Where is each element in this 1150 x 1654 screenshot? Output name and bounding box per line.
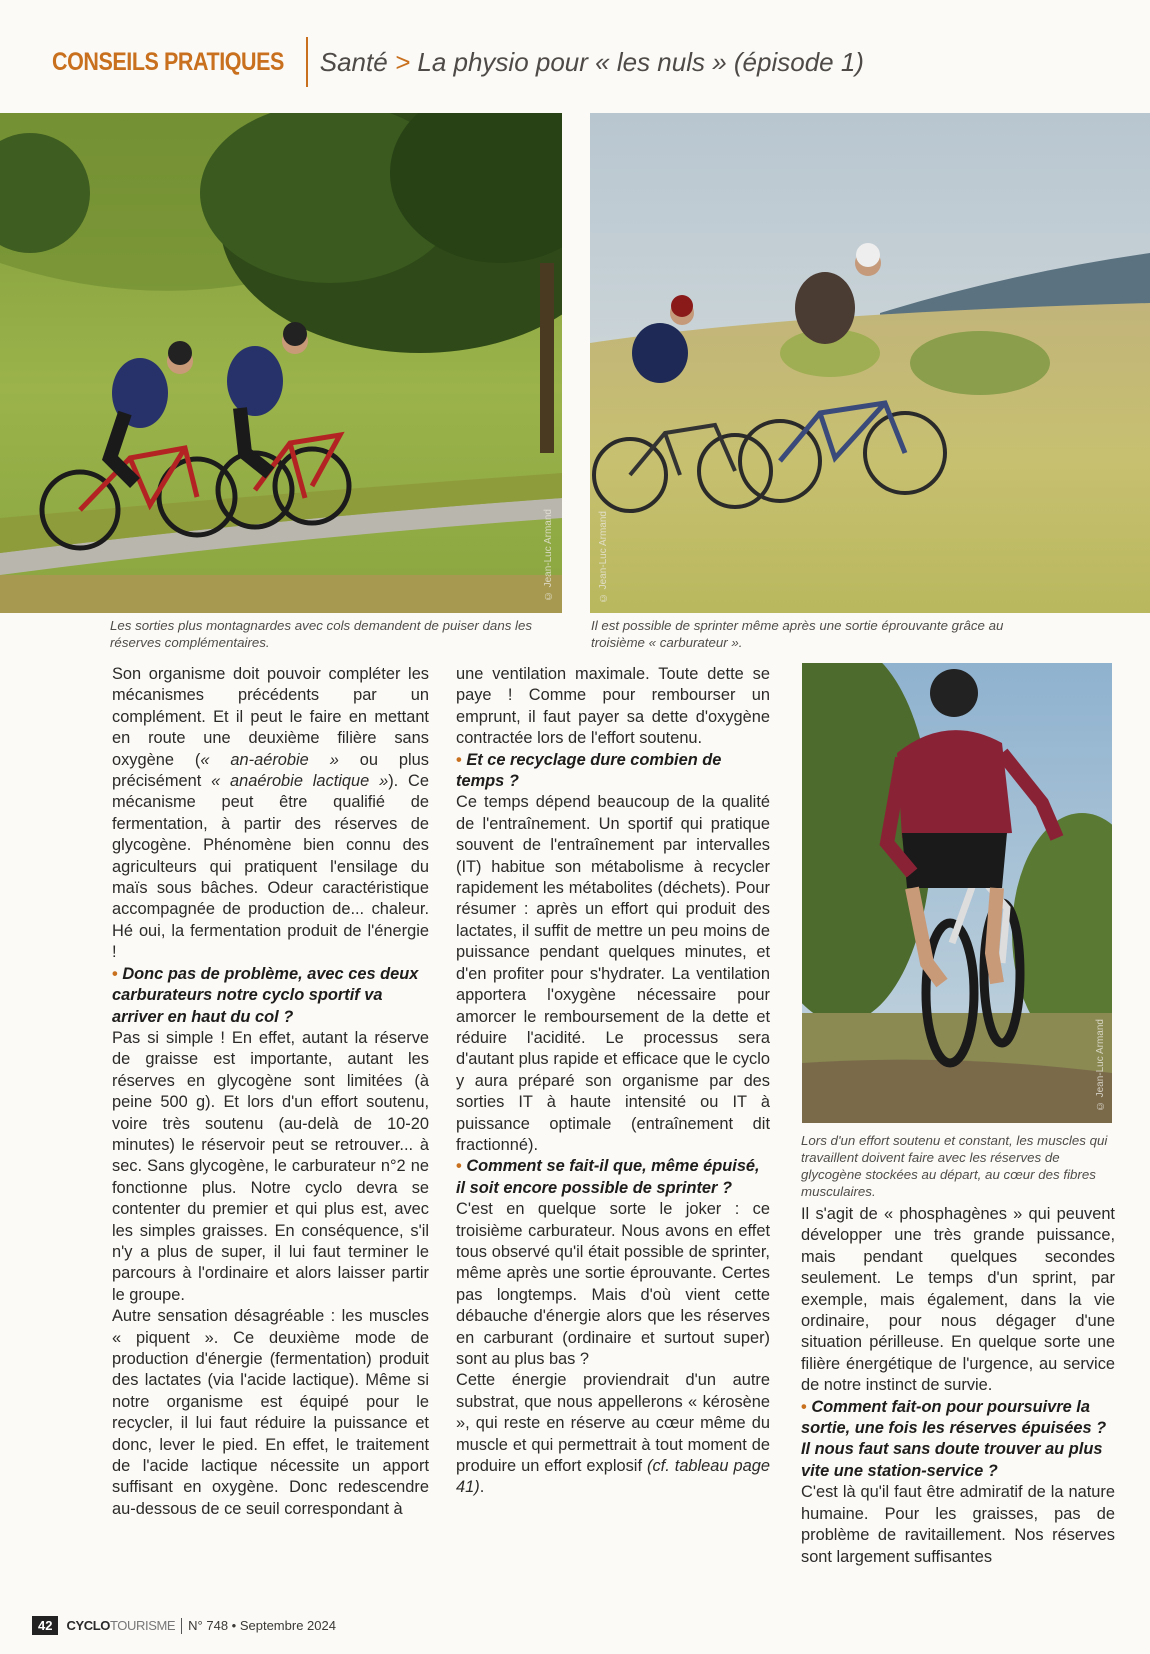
photo-road-cyclists (0, 113, 562, 613)
article-title (320, 47, 864, 78)
photo-mtb-rider (802, 663, 1112, 1123)
header-divider (306, 37, 308, 87)
rubric-label: CONSEILS PRATIQUES (52, 47, 284, 76)
paragraph: Pas si simple ! En effet, autant la réserve de graisse est importante, autant les réserves en glycogène sont limitées (à peine 500 g). Et lors d'un effort soutenu, voire très soutenu (au-delà de 10-20 minutes) le réservoir peut se retrouver... à sec. Sans glycogène, le carburateur n°2 ne fonctionne plus. Notre cyclo devra se contenter du premier et qui plus est, avec les simples graisses. En conséquence, s'il n'y a plus de super, il lui faut terminer le parcours à l'ordinaire et alors laisser partir le groupe. (112, 1028, 429, 1304)
section-name: Santé (319, 46, 388, 77)
photo-sprint-cyclists-image (590, 113, 1150, 613)
bullet-icon: • (456, 750, 462, 769)
bullet-icon: • (112, 964, 118, 983)
photo-caption: Les sorties plus montagnardes avec cols demandent de puiser dans les réserves complémentaires. (110, 618, 533, 650)
photo-mtb-rider-image (802, 663, 1112, 1123)
photo-credit: © Jean-Luc Armand (598, 510, 609, 603)
paragraph: Cette énergie proviendrait d'un autre substrat, que nous appellerons « kérosène », qui reste en réserve au cœur même du muscle et qui permettrait à tout moment de produire un effort explosif (cf. tableau page 41). (456, 1371, 770, 1497)
page-header (52, 36, 864, 88)
photo-credit: © Jean-Luc Armand (1095, 1018, 1106, 1111)
title-text: La physio pour « les nuls » (épisode 1) (417, 46, 864, 77)
page-number: 42 (32, 1616, 58, 1635)
page-footer (32, 1616, 336, 1635)
photo-sprint-cyclists (590, 113, 1150, 613)
issue-info: N° 748 • Septembre 2024 (188, 1618, 336, 1633)
paragraph: Ce temps dépend beaucoup de la qualité de l'entraînement. Un sportif qui pratique souvent de l'entraînement par intervalles (IT) habitue son métabolisme à recycler rapidement les métabolites (déchets). Pour résumer : après un effort qui produit des lactates, il suffit de mettre un peu moins de puissance pendant quelques minutes, et d'en profiter pour s'hydrater. La ventilation apportera l'oxygène nécessaire pour amorcer le remboursement de la dette et réduire l'acidité. Le processus sera d'autant plus rapide et efficace que le cyclo y aura préparé son organisme par des sorties IT à haute intensité ou IT à puissance optimale (entraînement dit fractionné). (456, 793, 770, 1154)
footer-divider (181, 1618, 182, 1634)
text-column-3 (801, 1204, 1115, 1568)
breadcrumb-arrow: > (394, 46, 411, 77)
subheading-question: • Donc pas de problème, avec ces deux carburateurs notre cyclo sportif va arriver en haut du col ? (112, 964, 419, 1026)
paragraph: Son organisme doit pouvoir compléter les mécanismes précédents par un complément. Et il peut le faire en mettant en route une deuxième filière sans oxygène (« an-aérobie » ou plus précisément « anaérobie lactique »). Ce mécanisme peut être qualifié de fermentation, à partir des réserves de glycogène. Phénomène bien connu des agriculteurs qui pratiquent l'ensilage du maïs sous bâches. Odeur caractéristique accompagnée de production de... chaleur. Hé oui, la fermentation produit de l'énergie ! (112, 665, 429, 962)
paragraph: C'est là qu'il faut être admiratif de la nature humaine. Pour les graisses, pas de problème de ravitaillement. Nos réserves sont largement suffisantes (801, 1483, 1115, 1566)
photo-credit: © Jean-Luc Armand (543, 508, 554, 601)
text-column-2 (456, 664, 770, 1499)
paragraph: C'est en quelque sorte le joker : ce troisième carburateur. Nous avons en effet tous observé qu'il était possible de sprinter, même après une sortie éprouvante. Certes pas longtemps. Mais d'où vient cette débauche d'énergie alors que les réserves en carburant (ordinaire et surtout super) sont au plus bas ? (456, 1200, 770, 1368)
subheading-question: • Comment se fait-il que, même épuisé, il soit encore possible de sprinter ? (456, 1157, 760, 1197)
magazine-logo: CYCLOTOURISME (66, 1618, 176, 1633)
bullet-icon: • (456, 1157, 462, 1176)
paragraph: Il s'agit de « phosphagènes » qui peuvent développer une très grande puissance, mais pendant quelques secondes seulement. Le temps d'un sprint, par exemple, mais également, dans la vie ordinaire, pour nous dégager d'une situation périlleuse. En quelque sorte une filière énergétique de l'urgence, au service de notre instinct de survie. (801, 1205, 1115, 1395)
photo-caption: Lors d'un effort soutenu et constant, les muscles qui travaillent doivent faire avec les réserves de glycogène stockées au départ, au cœur des fibres musculaires. (801, 1133, 1108, 1199)
subheading-question: • Et ce recyclage dure combien de temps ? (456, 750, 722, 791)
paragraph: Autre sensation désagréable : les muscles « piquent ». Ce deuxième mode de production d'énergie (fermentation) produit des lactates (via l'acide lactique). Même si notre organisme est équipé pour le recycler, il lui faut réduire la puissance et donc, lever le pied. En effet, le traitement de l'acide lactique nécessite un apport suffisant en oxygène. Donc redescendre au-dessous de ce seuil correspondant à (112, 1307, 429, 1518)
text-column-1 (112, 664, 429, 1520)
bullet-icon: • (801, 1397, 807, 1416)
paragraph: une ventilation maximale. Toute dette se paye ! Comme pour rembourser un emprunt, il faut payer sa dette d'oxygène contractée lors de l'effort soutenu. (456, 665, 770, 748)
photo-caption: Il est possible de sprinter même après une sortie éprouvante grâce au troisième « carburateur ». (591, 618, 1004, 650)
subheading-question: • Comment fait-on pour poursuivre la sortie, une fois les réserves épuisées ? Il nous faut sans doute trouver au plus vite une station-service ? (801, 1397, 1107, 1480)
photo-road-cyclists-image (0, 113, 562, 613)
